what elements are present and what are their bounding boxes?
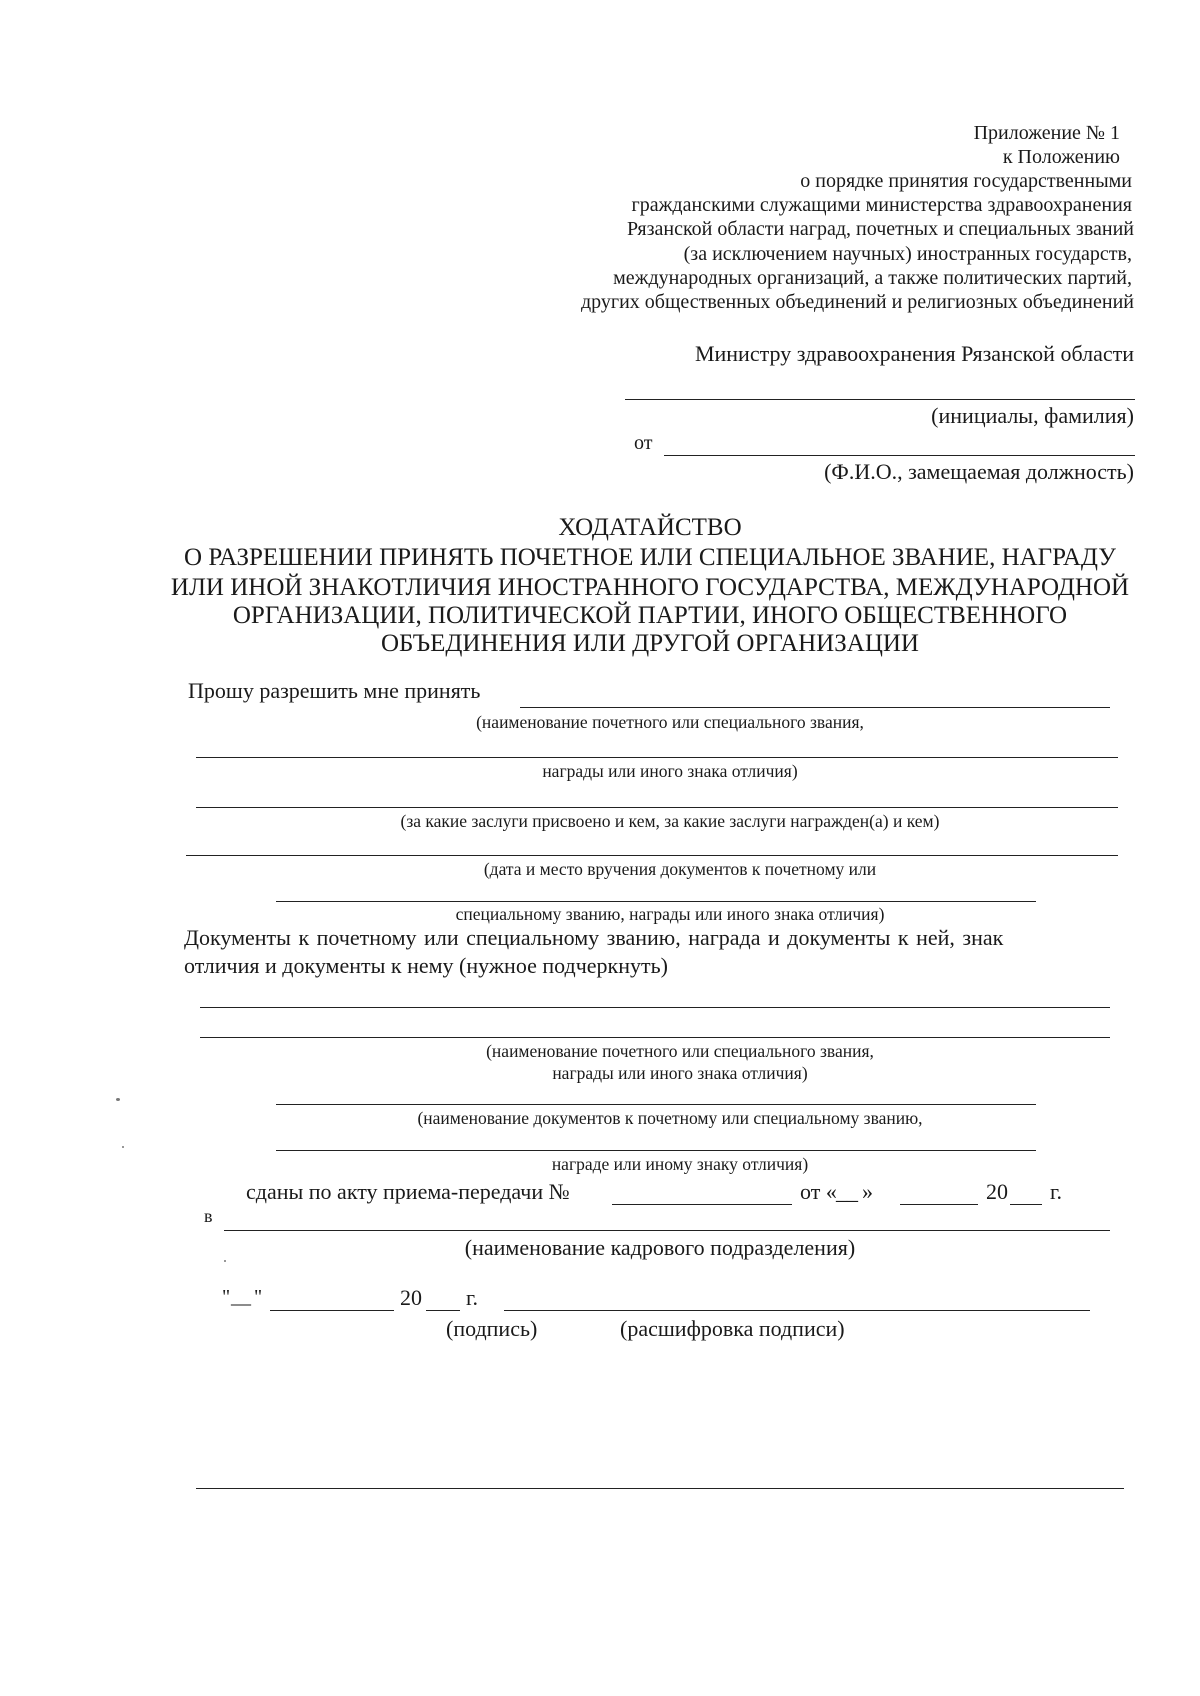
fill-line xyxy=(186,855,1118,856)
act-year-suffix: г. xyxy=(1050,1179,1063,1204)
fill-line xyxy=(196,757,1118,758)
addressee-to-line xyxy=(625,399,1135,400)
act-month-line xyxy=(900,1204,978,1205)
field-caption: награде или иному знаку отличия) xyxy=(551,1154,809,1174)
fill-line xyxy=(276,1104,1036,1105)
fill-line xyxy=(200,1007,1110,1008)
sign-date-blank: __ xyxy=(231,1286,251,1308)
field-caption: награды или иного знака отличия) xyxy=(542,761,798,781)
appendix-line: к Положению xyxy=(1002,146,1120,168)
title-heading: ХОДАТАЙСТВО xyxy=(558,514,742,541)
addressee-from-line xyxy=(664,455,1135,456)
act-year-line xyxy=(1010,1204,1042,1205)
addressee-to: Министру здравоохранения Рязанской области xyxy=(694,341,1134,366)
act-number-line xyxy=(612,1204,792,1205)
field-caption: (наименование почетного или специального звания, xyxy=(486,1041,874,1061)
field-caption: награды или иного знака отличия) xyxy=(552,1063,808,1083)
title-line: О РАЗРЕШЕНИИ ПРИНЯТЬ ПОЧЕТНОЕ ИЛИ СПЕЦИАЛЬНОЕ ЗВАНИЕ, НАГРАДУ xyxy=(184,544,1116,571)
addressee-from-caption: (Ф.И.О., замещаемая должность) xyxy=(824,459,1134,484)
addressee-from-label: от xyxy=(634,432,653,454)
field-caption: (за какие заслуги присвоено и кем, за какие заслуги награжден(а) и кем) xyxy=(400,811,940,831)
sign-year-suffix: г. xyxy=(466,1285,479,1310)
sign-caption: (подпись) xyxy=(446,1316,538,1341)
field-caption: (наименование почетного или специального звания, xyxy=(476,712,864,732)
fill-line xyxy=(520,707,1110,708)
act-from: от « xyxy=(800,1179,837,1204)
sign-year: 20 xyxy=(400,1285,422,1310)
scan-speck xyxy=(122,1146,124,1148)
field-caption: (наименование документов к почетному или специальному званию, xyxy=(417,1108,923,1128)
sign-date-open: " xyxy=(222,1286,231,1308)
title-line: ОБЪЕДИНЕНИЯ ИЛИ ДРУГОЙ ОРГАНИЗАЦИИ xyxy=(381,630,919,657)
documents-text: отличия и документы к нему (нужное подчеркнуть) xyxy=(184,953,668,978)
scan-speck xyxy=(116,1098,120,1101)
hr-line xyxy=(224,1230,1110,1231)
fill-line xyxy=(200,1037,1110,1038)
addressee-to-caption: (инициалы, фамилия) xyxy=(931,403,1134,428)
fill-line xyxy=(276,901,1036,902)
appendix-line: других общественных объединений и религиозных объединений xyxy=(580,291,1134,313)
request-label: Прошу разрешить мне принять xyxy=(188,678,481,703)
field-caption: (дата и место вручения документов к почетному или xyxy=(483,859,877,879)
fill-line xyxy=(276,1150,1036,1151)
act-day-blank: __ xyxy=(836,1179,858,1204)
appendix-line: о порядке принятия государственными xyxy=(800,170,1132,192)
scan-speck xyxy=(224,1260,226,1262)
sign-month-line xyxy=(270,1310,394,1311)
appendix-line: (за исключением научных) иностранных государств, xyxy=(683,243,1132,265)
footer-line xyxy=(196,1488,1124,1489)
signature-line xyxy=(504,1310,662,1311)
documents-text: Документы к почетному или специальному званию, награда и документы к ней, знак xyxy=(184,925,1004,950)
hr-caption: (наименование кадрового подразделения) xyxy=(464,1235,856,1260)
appendix-line: международных организаций, а также политических партий, xyxy=(613,267,1132,289)
appendix-line: Приложение № 1 xyxy=(973,122,1120,144)
appendix-line: Рязанской области наград, почетных и специальных званий xyxy=(627,218,1134,240)
in-label: в xyxy=(204,1206,213,1226)
appendix-line: гражданскими служащими министерства здравоохранения xyxy=(631,194,1132,216)
fill-line xyxy=(196,807,1118,808)
signature-decode-line xyxy=(662,1310,1090,1311)
field-caption: специальному званию, награды или иного знака отличия) xyxy=(455,904,885,924)
sign-date-close: " xyxy=(254,1286,263,1308)
title-line: ОРГАНИЗАЦИИ, ПОЛИТИЧЕСКОЙ ПАРТИИ, ИНОГО ОБЩЕСТВЕННОГО xyxy=(232,602,1068,629)
title-line: ИЛИ ИНОЙ ЗНАКОТЛИЧИЯ ИНОСТРАННОГО ГОСУДАРСТВА, МЕЖДУНАРОДНОЙ xyxy=(170,574,1130,601)
sign-year-line xyxy=(426,1310,460,1311)
act-quote-close: » xyxy=(862,1179,873,1204)
decode-caption: (расшифровка подписи) xyxy=(620,1316,845,1341)
act-text: сданы по акту приема-передачи № xyxy=(246,1179,570,1204)
act-year: 20 xyxy=(986,1179,1008,1204)
